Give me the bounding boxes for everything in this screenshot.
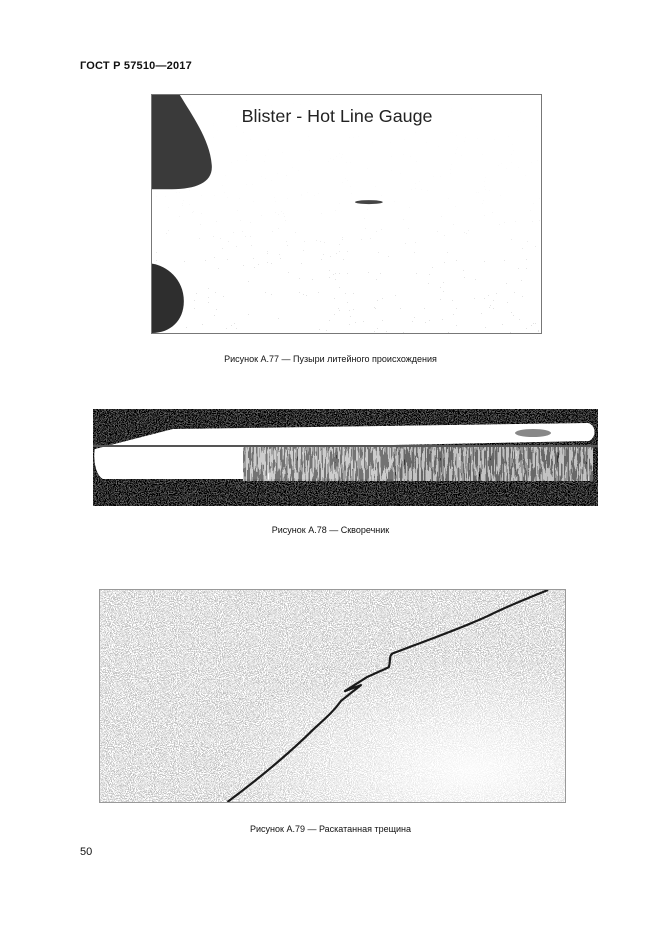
- blister-photo-image: [152, 95, 541, 333]
- figure-a78-caption: Рисунок А.78 — Скворечник: [271, 525, 390, 535]
- blister-photo-label: Blister - Hot Line Gauge: [241, 105, 433, 126]
- birdhouse-photo-image: [93, 409, 598, 506]
- figure-a77-caption: Рисунок А.77 — Пузыри литейного происхождения: [224, 354, 437, 364]
- document-header: ГОСТ Р 57510—2017: [80, 60, 192, 72]
- page-number: 50: [80, 846, 93, 858]
- figure-a77-photo: [151, 94, 542, 334]
- rolled-crack-photo-image: [100, 590, 565, 802]
- figure-a79-caption: Рисунок А.79 — Раскатанная трещина: [250, 824, 411, 834]
- figure-a79-photo: [99, 589, 566, 803]
- figure-a78-photo: [93, 409, 598, 506]
